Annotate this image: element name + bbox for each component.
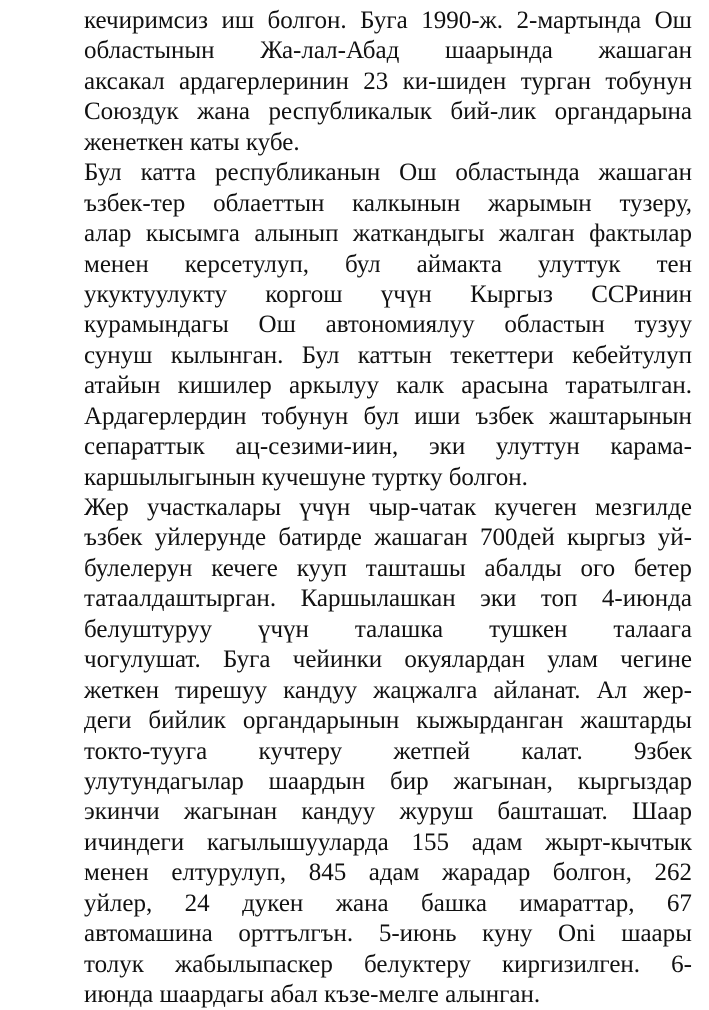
word: ац-сезими-иин, (235, 433, 399, 461)
word: ки-шиден (402, 67, 507, 95)
word: ташташы (365, 554, 466, 582)
word: тузеру, (619, 189, 692, 217)
paragraph (0, 493, 709, 1010)
text-line (84, 36, 692, 66)
text-line (84, 402, 692, 432)
word: жеткен (84, 676, 159, 704)
word: талаага (613, 615, 692, 643)
word: жетпей (393, 737, 471, 765)
word: Ал (596, 676, 628, 704)
word: таратылган. (565, 372, 692, 400)
word: үчүн (299, 494, 351, 521)
word: абалды (484, 554, 562, 582)
word: батирде (278, 524, 362, 552)
word: ъзбек (84, 524, 143, 552)
word: 155 (411, 828, 449, 856)
word: жер- (643, 676, 692, 704)
word: фактылар (589, 220, 692, 248)
word: турган (520, 67, 592, 95)
word: кагылышууларда (206, 828, 389, 856)
word: 23 (363, 67, 389, 95)
word: республиканын (214, 159, 381, 187)
word: үчүн (257, 615, 309, 643)
word: Ардагерлердин (84, 402, 247, 430)
word: кыргыздар (577, 767, 692, 795)
word: органдарынын (242, 707, 400, 735)
word: облаеттын (213, 189, 325, 217)
word: каттын (357, 341, 432, 369)
word: журуш (399, 798, 474, 826)
word: шаардын (268, 767, 366, 795)
word: автомашина (84, 920, 213, 948)
word: имараттар, (519, 889, 635, 917)
word: участкалары (146, 494, 282, 521)
word: Жер (84, 494, 129, 521)
word: улутундагылар (84, 767, 244, 795)
word: 2-мартында (516, 7, 642, 34)
text-line (84, 371, 692, 401)
text-line: каршылыгынын кучешуне туртку болгон. (84, 463, 528, 491)
text-line (84, 737, 692, 767)
word: Бул (301, 341, 340, 369)
word: елтурулуп, (171, 859, 287, 887)
word: уй- (657, 524, 692, 552)
word: кечиримсиз (84, 7, 208, 34)
word: калат. (521, 737, 583, 765)
word: чейинки (292, 646, 383, 674)
word: аймакта (416, 250, 503, 278)
word: аркылуу (289, 372, 380, 400)
word: талашка (354, 615, 444, 643)
word: чегине (620, 646, 692, 674)
word: киргизилген. (502, 950, 641, 978)
text-line (84, 6, 692, 36)
word: ардагерлеринин (179, 67, 349, 95)
word: окуялардан (404, 646, 525, 674)
word: белуктеру (363, 950, 471, 978)
word: жагынан (183, 798, 278, 826)
word: шаарында (444, 37, 553, 65)
text-line (84, 828, 692, 858)
word: карама- (610, 433, 692, 461)
word: топ (540, 585, 578, 613)
word: Каршылашкан (300, 585, 456, 613)
text-line (84, 767, 692, 797)
text-line (84, 615, 692, 645)
text-line (84, 250, 692, 280)
word: арасына (461, 372, 549, 400)
word: кыргыз (567, 524, 646, 552)
word: алынып (254, 220, 339, 248)
word: ъзбек-тер (84, 189, 186, 217)
word: 1990-ж. (421, 7, 504, 34)
word: башташат. (497, 798, 608, 826)
word: коргош (265, 280, 343, 308)
word: чогулушат. (84, 646, 201, 674)
word: автономиялуу (325, 311, 475, 339)
word: курамындагы (84, 311, 229, 339)
text-line (84, 889, 692, 919)
word: Буга (360, 7, 408, 34)
word: 4-июнда (601, 585, 692, 613)
word: 5-июнь (378, 920, 457, 948)
word: жашаган (598, 37, 692, 65)
word: сунуш (84, 341, 153, 369)
word: 262 (654, 859, 692, 887)
word: областынын (84, 37, 215, 65)
word: 67 (666, 889, 692, 917)
word: иши (414, 402, 461, 430)
word: башка (421, 889, 487, 917)
text-line (84, 341, 692, 371)
word: жашаган (374, 524, 468, 552)
word: 9збек (633, 737, 692, 765)
word: болгон, (552, 859, 632, 887)
text-line (84, 858, 692, 888)
word: жацжалга (373, 676, 478, 704)
word: адам (471, 828, 523, 856)
word: укуктуулукту (84, 280, 227, 308)
word: дукен (242, 889, 304, 917)
word: Буга (222, 646, 271, 674)
text-line (84, 950, 692, 980)
word: атайын (84, 372, 161, 400)
text-line (84, 676, 692, 706)
word: жагынан, (453, 767, 553, 795)
word: кандуу (301, 798, 376, 826)
word: адам (368, 859, 420, 887)
word: бий-лик (450, 98, 537, 126)
word: куну (482, 920, 533, 948)
word: улам (547, 646, 598, 674)
word: Ош (258, 311, 296, 339)
word: жаштарынын (549, 402, 692, 430)
text-line (84, 432, 692, 462)
word: татаалдаштырган. (84, 585, 277, 613)
word: кечеге (211, 554, 278, 582)
word: калк (396, 372, 445, 400)
word: Союздук (84, 98, 179, 126)
word: 845 (308, 859, 347, 887)
word: менен (84, 250, 149, 278)
text-line (84, 797, 692, 827)
word: тузуу (634, 311, 692, 339)
word: кучеген (494, 494, 577, 521)
word: 24 (184, 889, 210, 917)
text-line (84, 67, 692, 97)
text-line (84, 554, 692, 584)
word: жаткандыгы (352, 220, 485, 248)
word: аксакал (84, 67, 165, 95)
word: чыр-чатак (368, 494, 477, 521)
text-line (84, 584, 692, 614)
word: текеттери (450, 341, 554, 369)
text-line (84, 97, 692, 127)
word: Ош (654, 7, 692, 34)
text-line (84, 219, 692, 249)
word: тирешуу (174, 676, 268, 704)
word: айланат. (493, 676, 581, 704)
word: жалган (498, 220, 575, 248)
word: уйлерунде (154, 524, 267, 552)
word: орттългън. (238, 920, 354, 948)
word: шаары (621, 920, 692, 948)
word: уйлер, (84, 889, 153, 917)
word: ого (580, 554, 616, 582)
word: керсетулуп, (184, 250, 309, 278)
text-line (84, 493, 692, 523)
word: тобунун (261, 402, 349, 430)
paragraph (0, 158, 709, 493)
word: Бул (84, 159, 122, 187)
word: тушкен (489, 615, 568, 643)
text-line (84, 706, 692, 736)
text-line (84, 919, 692, 949)
word: областын (504, 311, 605, 339)
document-body (0, 6, 709, 1010)
word: республикалык (268, 98, 432, 126)
word: бул (363, 402, 400, 430)
text-line (84, 645, 692, 675)
word: экинчи (84, 798, 160, 826)
word: үчүн (380, 280, 432, 308)
word: эки (428, 433, 466, 461)
word: жаштарды (580, 707, 692, 735)
word: эки (480, 585, 517, 613)
word: бир (389, 767, 429, 795)
text-line (84, 310, 692, 340)
text-line (84, 158, 692, 188)
word: тобунун (605, 67, 692, 95)
word: Ош (399, 159, 437, 187)
word: 700дей (480, 524, 555, 552)
word: кысымга (145, 220, 240, 248)
word: жабылыпаскер (174, 950, 333, 978)
word: сепараттык (84, 433, 205, 461)
word: алар (84, 220, 132, 248)
word: жырт-кычтык (545, 828, 692, 856)
word: кучтеру (258, 737, 343, 765)
word: токто-тууга (84, 737, 208, 765)
text-line (84, 523, 692, 553)
word: болгон. (267, 7, 347, 34)
word: иш (221, 7, 255, 34)
word: менен (84, 859, 149, 887)
word: жана (197, 98, 251, 126)
word: областында (455, 159, 580, 187)
text-line: июнда шаардагы абал къзе-мелге алынган. (84, 981, 541, 1008)
word: ичиндеги (84, 828, 185, 856)
word: бийлик (148, 707, 226, 735)
word: бул (345, 250, 381, 278)
word: кылынган. (170, 341, 284, 369)
word: кандуу (283, 676, 358, 704)
text-line: женеткен каты кубе. (84, 128, 300, 156)
word: толук (84, 950, 144, 978)
word: жана (335, 889, 389, 917)
word: мезгилде (594, 494, 692, 521)
word: улуттук (538, 250, 621, 278)
word: ССРинин (591, 280, 692, 308)
word: тен (656, 250, 692, 278)
word: Шаар (632, 798, 692, 826)
paragraph (0, 6, 709, 158)
word: Жа-лал-Абад (260, 37, 400, 65)
word: 6- (671, 950, 692, 978)
word: катта (140, 159, 197, 187)
word: жарымын (488, 189, 592, 217)
word: булелерун (84, 554, 193, 582)
word: Кыргыз (470, 280, 553, 308)
word: белуштуруу (84, 615, 212, 643)
word: кишилер (177, 372, 272, 400)
word: ъзбек (475, 402, 534, 430)
word: бетер (633, 554, 692, 582)
word: кууп (296, 554, 347, 582)
word: улуттун (495, 433, 580, 461)
word: органдарына (554, 98, 692, 126)
word: Оni (558, 920, 596, 948)
word: кыжырданган (416, 707, 564, 735)
word: жарадар (441, 859, 531, 887)
word: деги (84, 707, 132, 735)
text-line (84, 280, 692, 310)
text-line (84, 189, 692, 219)
word: жашаган (598, 159, 692, 187)
word: кебейтулуп (572, 341, 692, 369)
word: калкынын (352, 189, 461, 217)
